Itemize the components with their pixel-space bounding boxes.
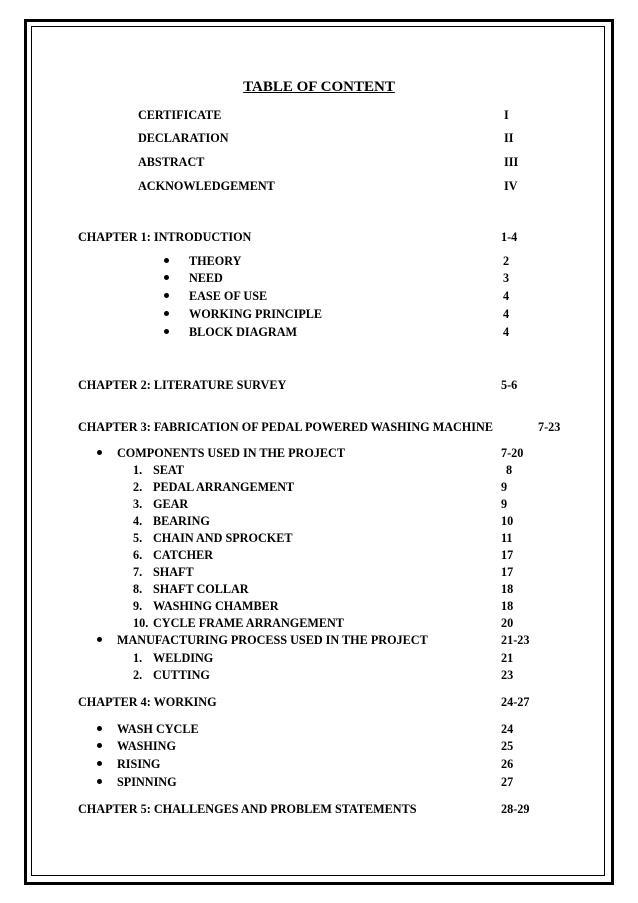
chapter-1-heading: CHAPTER 1: INTRODUCTION	[78, 230, 252, 244]
toc-entry: WORKING PRINCIPLE	[189, 307, 323, 321]
chapter-3-heading: CHAPTER 3: FABRICATION OF PEDAL POWERED WASHING MACHINE	[78, 420, 493, 434]
toc-page-declaration: II	[504, 131, 514, 145]
bullet-icon	[164, 329, 169, 334]
toc-title: TABLE OF CONTENT	[243, 79, 395, 95]
toc-entry: CHAIN AND SPROCKET	[153, 531, 293, 545]
chapter-5-heading: CHAPTER 5: CHALLENGES AND PROBLEM STATEMENTS	[78, 802, 417, 816]
toc-entry-certificate: CERTIFICATE	[138, 108, 222, 122]
bullet-icon	[164, 293, 169, 298]
toc-entry: SHAFT COLLAR	[153, 582, 249, 596]
toc-page: 17	[501, 565, 514, 579]
toc-page: 24	[501, 722, 514, 736]
chapter-3-page: 7-23	[538, 420, 561, 434]
toc-entry: BLOCK DIAGRAM	[189, 325, 297, 339]
toc-page: 20	[501, 616, 514, 630]
bullet-icon	[97, 450, 102, 455]
toc-entry: EASE OF USE	[189, 289, 268, 303]
chapter-2-page: 5-6	[501, 378, 518, 392]
toc-entry-abstract: ABSTRACT	[138, 155, 205, 169]
toc-page: 25	[501, 739, 514, 753]
toc-page: 10	[501, 514, 514, 528]
toc-page: 9	[501, 497, 508, 511]
toc-entry: SHAFT	[153, 565, 194, 579]
toc-entry: WASHING	[117, 739, 176, 753]
list-number: 8.	[133, 582, 143, 596]
toc-page: 26	[501, 757, 514, 771]
chapter-4-heading: CHAPTER 4: WORKING	[78, 695, 217, 709]
section-components: COMPONENTS USED IN THE PROJECT	[117, 446, 345, 460]
toc-entry: NEED	[189, 271, 223, 285]
list-number: 1.	[133, 463, 143, 477]
toc-page: 4	[503, 289, 510, 303]
section-manufacturing: MANUFACTURING PROCESS USED IN THE PROJECT	[117, 633, 428, 647]
bullet-icon	[164, 258, 169, 263]
toc-page: 4	[503, 325, 510, 339]
toc-page-certificate: I	[504, 108, 509, 122]
list-number: 5.	[133, 531, 143, 545]
list-number: 4.	[133, 514, 143, 528]
toc-entry: WELDING	[153, 651, 214, 665]
toc-page: 18	[501, 599, 514, 613]
list-number: 3.	[133, 497, 143, 511]
bullet-icon	[97, 637, 102, 642]
list-number: 10.	[133, 616, 149, 630]
toc-entry: WASH CYCLE	[117, 722, 199, 736]
toc-entry: SPINNING	[117, 775, 177, 789]
toc-entry: THEORY	[189, 254, 242, 268]
toc-page: 27	[501, 775, 514, 789]
section-manufacturing-page: 21-23	[501, 633, 530, 647]
chapter-4-page: 24-27	[501, 695, 530, 709]
bullet-icon	[97, 726, 102, 731]
bullet-icon	[97, 779, 102, 784]
toc-entry: PEDAL ARRANGEMENT	[153, 480, 295, 494]
toc-entry: RISING	[117, 757, 161, 771]
list-number: 2.	[133, 668, 143, 682]
toc-page: 17	[501, 548, 514, 562]
toc-page: 11	[501, 531, 513, 545]
toc-entry: GEAR	[153, 497, 189, 511]
toc-page: 8	[506, 463, 513, 477]
section-components-page: 7-20	[501, 446, 524, 460]
toc-page: 2	[503, 254, 510, 268]
bullet-icon	[164, 275, 169, 280]
chapter-5-page: 28-29	[501, 802, 530, 816]
toc-entry-acknowledgement: ACKNOWLEDGEMENT	[138, 179, 275, 193]
toc-page: 9	[501, 480, 508, 494]
toc-entry: WASHING CHAMBER	[153, 599, 279, 613]
toc-page: 23	[501, 668, 514, 682]
list-number: 1.	[133, 651, 143, 665]
toc-entry: BEARING	[153, 514, 210, 528]
list-number: 9.	[133, 599, 143, 613]
toc-page: 21	[501, 651, 514, 665]
toc-entry-declaration: DECLARATION	[138, 131, 229, 145]
list-number: 7.	[133, 565, 143, 579]
toc-entry: CATCHER	[153, 548, 214, 562]
list-number: 6.	[133, 548, 143, 562]
toc-page: 4	[503, 307, 510, 321]
toc-page: 3	[503, 271, 510, 285]
toc-entry: SEAT	[153, 463, 184, 477]
bullet-icon	[97, 743, 102, 748]
toc-entry: CYCLE FRAME ARRANGEMENT	[153, 616, 344, 630]
toc-page: 18	[501, 582, 514, 596]
chapter-2-heading: CHAPTER 2: LITERATURE SURVEY	[78, 378, 287, 392]
chapter-1-page: 1-4	[501, 230, 518, 244]
toc-entry: CUTTING	[153, 668, 210, 682]
toc-page-abstract: III	[504, 155, 519, 169]
list-number: 2.	[133, 480, 143, 494]
bullet-icon	[97, 761, 102, 766]
toc-page-acknowledgement: IV	[504, 179, 518, 193]
bullet-icon	[164, 311, 169, 316]
